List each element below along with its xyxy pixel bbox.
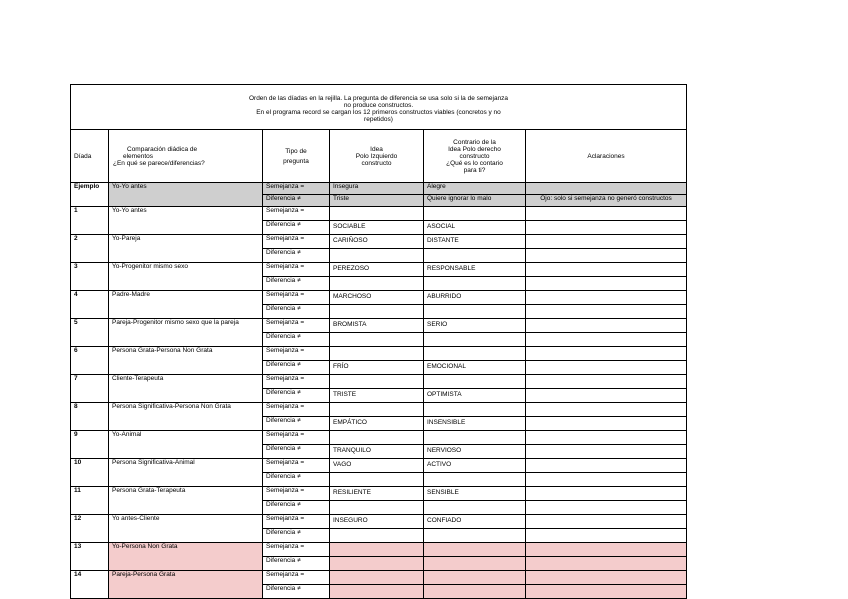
table-row [71,263,687,277]
contrario-cell [424,207,526,221]
table-row [71,571,687,585]
dyad-number: 9 [71,431,109,459]
dyad-grid-table [70,84,687,599]
idea-cell [330,249,424,263]
example-idea: Triste [330,195,424,207]
dyad-number: 5 [71,319,109,347]
aclaracion-cell [526,543,687,557]
dyad-comparison: Yo-Persona Non Grata [109,543,263,571]
dyad-comparison: Yo-Yo antes [109,207,263,235]
idea-cell [330,585,424,599]
dyad-number: 7 [71,375,109,403]
table-row [71,515,687,529]
table-row [71,487,687,501]
idea-cell [330,347,424,361]
aclaracion-cell [526,235,687,249]
contrario-cell [424,333,526,347]
dyad-number: 10 [71,459,109,487]
idea-cell [330,375,424,389]
idea-cell: BROMISTA [330,319,424,333]
example-label: Ejemplo [71,183,109,207]
dyad-rows [71,207,687,599]
title-line: En el programa record se cargan los 12 primeros constructos viables (concretos y no [256,109,501,116]
idea-cell [330,305,424,319]
contrario-cell: ACTIVO [424,459,526,473]
dyad-number: 13 [71,543,109,571]
header-line: elementos [123,152,153,160]
diferencia-label: Diferencia ≠ [263,501,330,515]
aclaracion-cell [526,431,687,445]
title-line: Orden de las díadas en la rejilla. La pregunta de diferencia se usa solo si la de semejanza [248,94,509,102]
table-row [71,291,687,305]
aclaracion-cell [526,585,687,599]
header-line: constructo [361,159,392,167]
contrario-cell [424,557,526,571]
diferencia-label: Diferencia ≠ [263,221,330,235]
title-line: no produce constructos. [343,101,414,109]
header-line: Polo Izquierdo [355,152,398,160]
contrario-cell: CONFIADO [424,515,526,529]
idea-cell: CARIÑOSO [330,235,424,249]
header-comparacion [109,130,263,183]
diferencia-label: Diferencia ≠ [263,361,330,375]
contrario-cell [424,431,526,445]
idea-cell: SOCIABLE [330,221,424,235]
dyad-comparison: Yo-Progenitor mismo sexo [109,263,263,291]
contrario-cell: EMOCIONAL [424,361,526,375]
dyad-number: 11 [71,487,109,515]
contrario-cell [424,585,526,599]
idea-cell: INSEGURO [330,515,424,529]
idea-cell: TRISTE [330,389,424,403]
example-contrario: Quiere ignorar lo malo [424,195,526,207]
header-line: pregunta [283,157,309,165]
diferencia-label: Diferencia ≠ [263,585,330,599]
header-line: Tipo de [285,147,307,155]
diferencia-label: Diferencia ≠ [263,277,330,291]
idea-cell [330,543,424,557]
idea-cell: VAGO [330,459,424,473]
dyad-comparison: Persona Grata-Terapeuta [109,487,263,515]
semejanza-label: Semejanza = [263,319,330,333]
aclaracion-cell [526,571,687,585]
semejanza-label: Semejanza = [263,291,330,305]
aclaracion-cell [526,249,687,263]
aclaracion-cell [526,277,687,291]
table-row [71,543,687,557]
header-line: Idea [370,145,383,153]
header-line: ¿En qué se parece/diferencias? [113,159,205,167]
semejanza-label: Semejanza = [263,375,330,389]
example-idea: Insegura [330,183,424,195]
contrario-cell [424,375,526,389]
aclaracion-cell [526,501,687,515]
idea-cell [330,207,424,221]
aclaracion-cell [526,473,687,487]
dyad-number: 2 [71,235,109,263]
contrario-cell [424,249,526,263]
semejanza-label: Semejanza = [263,347,330,361]
contrario-cell: RESPONSABLE [424,263,526,277]
table-row [71,207,687,221]
contrario-cell [424,347,526,361]
header-line: para ti? [463,166,486,174]
diferencia-label: Diferencia ≠ [263,445,330,459]
header-diada: Díada [71,130,109,183]
dyad-number: 4 [71,291,109,319]
dyad-number: 3 [71,263,109,291]
aclaracion-cell [526,361,687,375]
aclaracion-cell [526,375,687,389]
contrario-cell [424,277,526,291]
table-row [71,347,687,361]
header-aclaraciones: Aclaraciones [526,130,687,183]
dyad-number: 14 [71,571,109,599]
aclaracion-cell [526,221,687,235]
diferencia-label: Diferencia ≠ [263,333,330,347]
header-idea [330,130,424,183]
contrario-cell [424,501,526,515]
header-line: constructo [459,152,490,160]
example-contrario: Alegre [424,183,526,195]
semejanza-label: Semejanza = [263,235,330,249]
contrario-cell: DISTANTE [424,235,526,249]
dyad-comparison: Pareja-Persona Grata [109,571,263,599]
semejanza-label: Semejanza = [263,183,330,195]
idea-cell: MARCHOSO [330,291,424,305]
contrario-cell [424,403,526,417]
diferencia-label: Diferencia ≠ [263,249,330,263]
dyad-comparison: Persona Significativa-Animal [109,459,263,487]
table-row [71,375,687,389]
idea-cell: TRANQUILO [330,445,424,459]
header-line: Idea Polo derecho [448,145,501,153]
semejanza-label: Semejanza = [263,487,330,501]
aclaracion-cell [526,333,687,347]
semejanza-label: Semejanza = [263,431,330,445]
aclaracion-cell [526,291,687,305]
contrario-cell [424,305,526,319]
dyad-number: 1 [71,207,109,235]
semejanza-label: Semejanza = [263,543,330,557]
idea-cell [330,557,424,571]
aclaracion-cell [526,515,687,529]
contrario-cell: INSENSIBLE [424,417,526,431]
contrario-cell [424,571,526,585]
dyad-comparison: Padre-Madre [109,291,263,319]
contrario-cell: SENSIBLE [424,487,526,501]
aclaracion-cell [526,487,687,501]
aclaracion-cell [526,403,687,417]
header-tipo [263,130,330,183]
contrario-cell: NERVIOSO [424,445,526,459]
idea-cell [330,501,424,515]
contrario-cell: ABURRIDO [424,291,526,305]
table-row [71,431,687,445]
idea-cell [330,473,424,487]
diferencia-label: Diferencia ≠ [263,389,330,403]
aclaracion-cell [526,417,687,431]
idea-cell [330,571,424,585]
aclaracion-cell [526,263,687,277]
contrario-cell: SERIO [424,319,526,333]
dyad-comparison: Cliente-Terapeuta [109,375,263,403]
idea-cell [330,277,424,291]
aclaracion-cell [526,389,687,403]
aclaracion-cell [526,529,687,543]
idea-cell [330,333,424,347]
table-row [71,403,687,417]
dyad-comparison: Persona Grata-Persona Non Grata [109,347,263,375]
dyad-comparison: Persona Significativa-Persona Non Grata [109,403,263,431]
dyad-number: 12 [71,515,109,543]
header-line: Contrario de la [453,138,496,146]
contrario-cell [424,543,526,557]
table-row [71,319,687,333]
header-line: Comparación diádica de [127,145,198,153]
semejanza-label: Semejanza = [263,263,330,277]
diferencia-label: Diferencia ≠ [263,305,330,319]
aclaracion-cell [526,347,687,361]
aclaracion-cell [526,305,687,319]
semejanza-label: Semejanza = [263,571,330,585]
dyad-number: 8 [71,403,109,431]
table-row [71,235,687,249]
diferencia-label: Diferencia ≠ [263,195,330,207]
contrario-cell [424,473,526,487]
idea-cell: RESILIENTE [330,487,424,501]
idea-cell: PEREZOSO [330,263,424,277]
example-aclaracion [526,183,687,195]
contrario-cell: ASOCIAL [424,221,526,235]
dyad-comparison: Pareja-Progenitor mismo sexo que la pareja [109,319,263,347]
header-line: ¿Qué es lo contario [446,159,503,167]
example-comparison: Yo-Yo antes [109,183,263,207]
dyad-comparison: Yo-Animal [109,431,263,459]
dyad-comparison: Yo-Pareja [109,235,263,263]
diferencia-label: Diferencia ≠ [263,529,330,543]
dyad-number: 6 [71,347,109,375]
dyad-comparison: Yo antes-Cliente [109,515,263,543]
semejanza-label: Semejanza = [263,459,330,473]
aclaracion-cell [526,557,687,571]
diferencia-label: Diferencia ≠ [263,473,330,487]
contrario-cell [424,529,526,543]
idea-cell: EMPÁTICO [330,417,424,431]
aclaracion-cell [526,445,687,459]
semejanza-label: Semejanza = [263,403,330,417]
diferencia-label: Diferencia ≠ [263,417,330,431]
semejanza-label: Semejanza = [263,515,330,529]
diferencia-label: Diferencia ≠ [263,557,330,571]
aclaracion-cell [526,207,687,221]
example-aclaracion: Ojo: solo si semejanza no generó constructos [526,195,687,207]
contrario-cell: OPTIMISTA [424,389,526,403]
title-line: repetidos) [364,116,393,124]
header-contrario [424,130,526,183]
aclaracion-cell [526,319,687,333]
semejanza-label: Semejanza = [263,207,330,221]
idea-cell [330,431,424,445]
idea-cell [330,403,424,417]
table-title [71,85,687,130]
aclaracion-cell [526,459,687,473]
idea-cell [330,529,424,543]
dyad-order-sheet [70,84,686,599]
example-row [71,183,687,195]
table-row [71,459,687,473]
idea-cell: FRÍO [330,361,424,375]
